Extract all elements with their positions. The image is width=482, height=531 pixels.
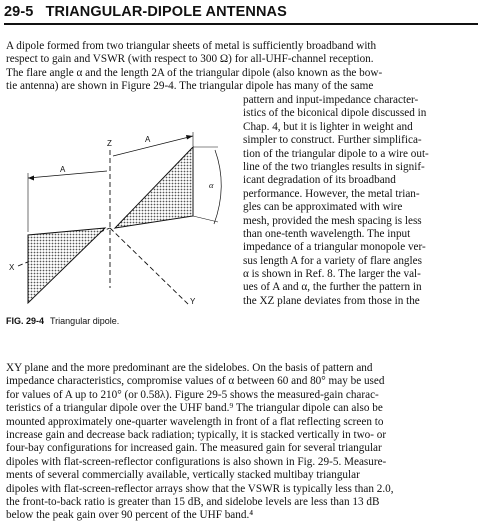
text-line: below the peak gain over 90 percent of the UHF band.⁴ <box>6 509 254 522</box>
dimension-line-left <box>28 171 107 178</box>
text-line: XY plane and the more predominant are the sidelobes. On the basis of pattern and <box>6 362 373 374</box>
text-line: dipoles with flat-screen-reflector configurations is also shown in Fig. 29-5. Measure- <box>6 455 387 468</box>
right-triangle-sheet <box>115 147 193 228</box>
text-line: increase gain and decrease back radiation; typically, it is stacked vertically in two- or <box>6 428 387 441</box>
triangular-dipole-diagram <box>0 128 240 313</box>
text-line: pattern and input-impedance character- <box>243 94 419 106</box>
axis-label-y: Y <box>190 297 196 306</box>
text-line: than one-tenth wavelength. The input <box>243 227 411 240</box>
dimension-label-a-right: A <box>145 135 151 144</box>
text-line: ments of several commercially available, vertically stacked multibay triangular <box>6 469 360 482</box>
text-line: performance. However, the metal trian- <box>243 187 420 200</box>
text-line: sus length A for a variety of flare angles <box>243 254 422 267</box>
text-line: mounted approximately one-quarter wavelength in front of a flat reflecting screen to <box>6 415 384 428</box>
text-line: teristics of a triangular dipole over the UHF band.⁹ The triangular dipole can also be <box>6 402 383 415</box>
y-axis-line <box>110 228 190 306</box>
arrowhead <box>186 135 193 140</box>
text-line: tie antenna) are shown in Figure 29-4. The triangular dipole has many of the same <box>6 80 374 93</box>
continuation-paragraph <box>6 362 476 523</box>
text-line: dipoles with flat-screen-reflector arrays show that the VSWR is typically less than 2.0, <box>6 482 394 495</box>
text-line: the XZ plane deviates from those in the <box>243 294 420 307</box>
left-triangle-sheet <box>28 228 105 303</box>
figure-caption-text: Triangular dipole. <box>50 316 120 326</box>
text-line: istics of the biconical dipole discussed in <box>243 107 427 120</box>
arrowhead <box>28 176 34 181</box>
text-line: ues of A and α, the further the pattern in <box>243 281 422 294</box>
figure-number: FIG. 29-4 <box>6 316 45 326</box>
text-line: mesh, provided the mesh spacing is less <box>243 214 422 227</box>
text-line: four-bay configurations for increased gain. The measured gain for several triangular <box>6 442 382 455</box>
section-number: 29-5 <box>4 4 34 20</box>
text-line: icant degradation of its broadband <box>243 174 396 187</box>
text-line: The flare angle α and the length 2A of the triangular dipole (also known as the bow- <box>6 66 383 79</box>
text-line: for values of A up to 210° (or 0.58λ). Figure 29-5 shows the measured-gain charac- <box>6 388 379 401</box>
axis-label-z: Z <box>107 139 112 148</box>
axis-label-x: X <box>9 263 15 272</box>
intro-paragraph <box>6 40 476 94</box>
text-line: the front-to-back ratio is greater than 15 dB, and sidelobe levels are less than 13 dB <box>6 495 380 508</box>
flare-angle-arc <box>214 150 221 224</box>
dimension-line-right <box>113 136 193 156</box>
text-line: impedance characteristics, compromise values of α between 60 and 80° may be used <box>6 375 385 388</box>
section-heading <box>4 3 478 25</box>
text-line: simpler to construct. Further simplifica- <box>243 134 422 147</box>
figure-caption <box>6 316 119 326</box>
text-line: Chap. 4, but it is lighter in weight and <box>243 120 413 133</box>
text-line: tion of the triangular dipole to a wire out- <box>243 147 429 160</box>
extension-line <box>193 216 218 222</box>
dimension-label-a-left: A <box>60 165 66 174</box>
text-line: A dipole formed from two triangular sheets of metal is sufficiently broadband with <box>6 40 377 52</box>
flare-angle-label: α <box>209 180 214 190</box>
section-title: TRIANGULAR-DIPOLE ANTENNAS <box>45 4 287 20</box>
text-line: gles can be approximated with wire <box>243 201 403 214</box>
figure-triangular-dipole <box>0 128 240 338</box>
text-line: respect to gain and VSWR (with respect to 300 Ω) for all-UHF-channel reception. <box>6 53 374 66</box>
text-line: α is shown in Ref. 8. The larger the val- <box>243 268 421 281</box>
text-line: impedance of a triangular monopole ver- <box>243 241 426 254</box>
text-line: line of the two triangles results in signif- <box>243 160 425 173</box>
wrapped-column-text <box>243 94 476 308</box>
